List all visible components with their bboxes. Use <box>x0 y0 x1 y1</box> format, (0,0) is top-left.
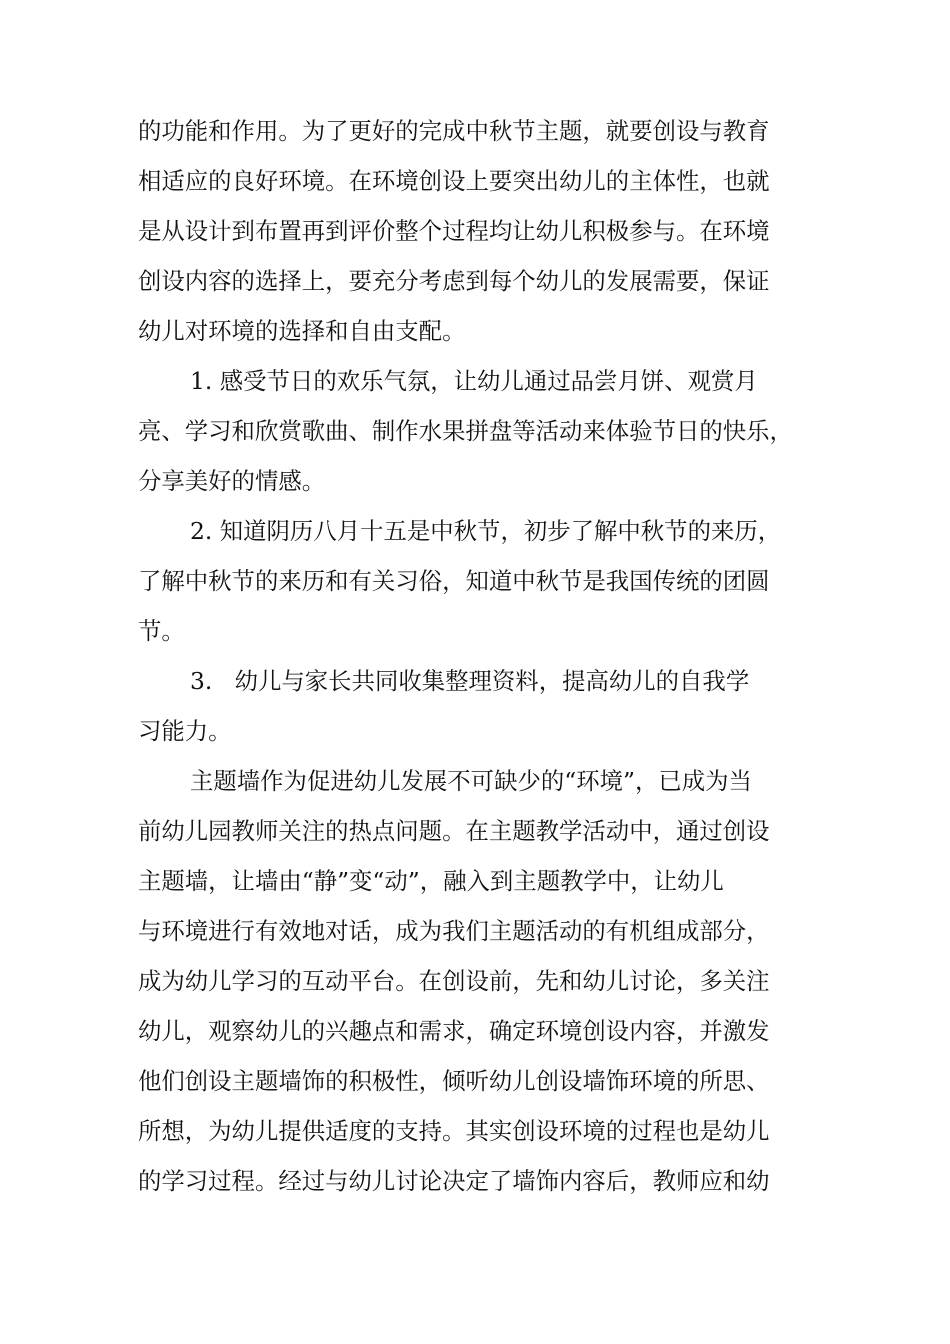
goal-3-line-1: 3. 幼儿与家长共同收集整理资料，提高幼儿的自我学 <box>190 667 750 695</box>
goal-1-line-3: 分享美好的情感。 <box>138 467 326 495</box>
theme-wall-line-8: 所想，为幼儿提供适度的支持。其实创设环境的过程也是幼儿 <box>138 1117 770 1145</box>
theme-wall-line-1: 主题墙作为促进幼儿发展不可缺少的“环境”，已成为当 <box>190 767 752 795</box>
goal-2-line-1: 2. 知道阴历八月十五是中秋节，初步了解中秋节的来历， <box>190 517 782 545</box>
theme-wall-line-2: 前幼儿园教师关注的热点问题。在主题教学活动中，通过创设 <box>138 817 770 845</box>
paragraph-intro-line-2: 相适应的良好环境。在环境创设上要突出幼儿的主体性，也就 <box>138 167 770 195</box>
goal-2-line-2: 了解中秋节的来历和有关习俗，知道中秋节是我国传统的团圆 <box>138 567 770 595</box>
paragraph-intro-line-5: 幼儿对环境的选择和自由支配。 <box>138 317 466 345</box>
theme-wall-line-3: 主题墙，让墙由“静”变“动”，融入到主题教学中，让幼儿 <box>138 867 724 895</box>
goal-1-line-1: 1. 感受节日的欢乐气氛，让幼儿通过品尝月饼、观赏月 <box>190 367 758 395</box>
theme-wall-line-6: 幼儿，观察幼儿的兴趣点和需求，确定环境创设内容，并激发 <box>138 1017 770 1045</box>
goal-1-line-2: 亮、学习和欣赏歌曲、制作水果拼盘等活动来体验节日的快乐， <box>138 417 793 445</box>
paragraph-intro-line-4: 创设内容的选择上，要充分考虑到每个幼儿的发展需要，保证 <box>138 267 770 295</box>
goal-2-line-3: 节。 <box>138 617 185 645</box>
theme-wall-line-5: 成为幼儿学习的互动平台。在创设前，先和幼儿讨论，多关注 <box>138 967 770 995</box>
paragraph-intro-line-3: 是从设计到布置再到评价整个过程均让幼儿积极参与。在环境 <box>138 217 770 245</box>
theme-wall-line-9: 的学习过程。经过与幼儿讨论决定了墙饰内容后，教师应和幼 <box>138 1167 770 1195</box>
theme-wall-line-4: 与环境进行有效地对话，成为我们主题活动的有机组成部分， <box>138 917 770 945</box>
goal-3-line-2: 习能力。 <box>138 717 232 745</box>
paragraph-intro-line-1: 的功能和作用。为了更好的完成中秋节主题，就要创设与教育 <box>138 117 770 145</box>
theme-wall-line-7: 他们创设主题墙饰的积极性，倾听幼儿创设墙饰环境的所思、 <box>138 1067 770 1095</box>
